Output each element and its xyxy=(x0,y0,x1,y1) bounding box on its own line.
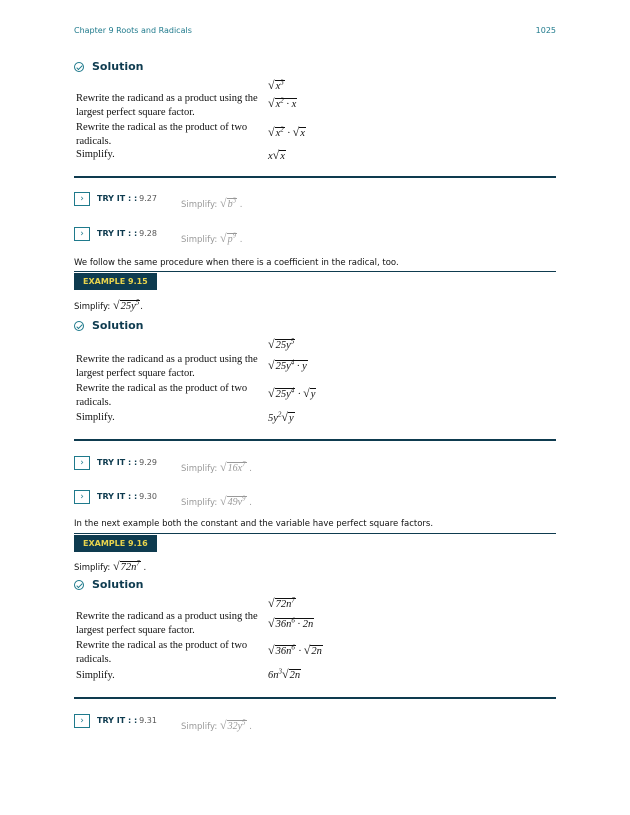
solution-start-expression: $√72n^7$ xyxy=(268,596,295,610)
expand-chevron-icon[interactable]: › xyxy=(74,227,90,241)
check-circle-icon xyxy=(74,580,84,590)
step-text: Rewrite the radicand as a product using the largest perfect square factor. xyxy=(76,354,258,379)
step-text: Rewrite the radical as the product of two radicals. xyxy=(76,640,248,665)
expand-chevron-icon[interactable]: › xyxy=(74,456,90,470)
check-circle-icon xyxy=(74,321,84,331)
chapter-header: Chapter 9 Roots and Radicals xyxy=(74,26,192,35)
try-it-row: › TRY IT : : 9.28 Simplify: $√p^9$ . xyxy=(74,221,242,246)
try-it-problem: Simplify: $√p^9$ . xyxy=(180,231,243,245)
example-problem: Simplify: $√25y^5$. xyxy=(74,298,143,312)
divider xyxy=(74,271,556,272)
expand-chevron-icon[interactable]: › xyxy=(74,490,90,504)
page-number: 1025 xyxy=(535,26,556,35)
divider xyxy=(74,176,556,178)
divider xyxy=(74,439,556,441)
step-expression: $√36n^6 \cdot √2n$ xyxy=(268,643,322,657)
solution-title: Solution xyxy=(92,60,144,73)
step-expression: $√25y^4 \cdot √y$ xyxy=(268,386,316,400)
radical: $√x^3$ xyxy=(268,78,284,92)
try-it-row: › TRY IT : : 9.29 Simplify: $√16x^7$ . xyxy=(74,450,252,475)
paragraph: We follow the same procedure when there is a coefficient in the radical, too. xyxy=(74,258,399,268)
solution-heading xyxy=(74,60,144,73)
step-text: Rewrite the radicand as a product using the largest perfect square factor. xyxy=(76,611,258,636)
expand-chevron-icon[interactable]: › xyxy=(74,192,90,206)
step-text: Simplify. xyxy=(76,149,115,160)
paragraph: In the next example both the constant and the variable have perfect square factors. xyxy=(74,519,434,529)
step-expression: $√25y^4 \cdot y$ xyxy=(268,358,307,372)
try-it-problem: Simplify: $√b^3$ . xyxy=(180,196,243,210)
solution-start-expression: $√25y^5$ xyxy=(268,337,295,351)
step-expression: $√x^2 \cdot √x$ xyxy=(268,125,305,139)
step-text: Simplify. xyxy=(76,412,115,423)
step-expression: $√36n^6 \cdot 2n$ xyxy=(268,616,314,630)
try-it-problem: Simplify: $√16x^7$ . xyxy=(180,460,252,474)
solution-title: Solution xyxy=(92,319,144,332)
step-text: Rewrite the radical as the product of two radicals. xyxy=(76,122,248,147)
example-badge: EXAMPLE 9.15 xyxy=(74,273,157,290)
step-expression: $6n^3√2n$ xyxy=(268,667,301,681)
try-it-row: › TRY IT : : 9.31 Simplify: $√32y^5$ . xyxy=(74,708,252,733)
try-it-problem: Simplify: $√32y^5$ . xyxy=(180,718,252,732)
check-circle-icon xyxy=(74,62,84,72)
try-it-row: › TRY IT : : 9.30 Simplify: $√49v^9$ . xyxy=(74,484,252,509)
divider xyxy=(74,533,556,534)
step-text: Rewrite the radicand as a product using the largest perfect square factor. xyxy=(76,93,258,118)
divider xyxy=(74,697,556,699)
try-it-problem: Simplify: $√49v^9$ . xyxy=(180,494,252,508)
solution-start-expression xyxy=(268,78,285,93)
solution-heading xyxy=(74,319,144,332)
try-it-row: › TRY IT : : 9.27 Simplify: $√b^3$ . xyxy=(74,186,242,211)
example-problem: Simplify: $√72n^7$ . xyxy=(74,559,147,573)
solution-title: Solution xyxy=(92,578,144,591)
step-text: Rewrite the radical as the product of two radicals. xyxy=(76,383,248,408)
expand-chevron-icon[interactable]: › xyxy=(74,714,90,728)
step-text: Simplify. xyxy=(76,670,115,681)
step-expression: $√x^2 \cdot x$ xyxy=(268,96,297,110)
step-expression: x√x xyxy=(268,148,285,162)
step-expression: $5y^2√y$ xyxy=(268,410,294,424)
solution-heading xyxy=(74,578,144,591)
example-badge: EXAMPLE 9.16 xyxy=(74,535,157,552)
